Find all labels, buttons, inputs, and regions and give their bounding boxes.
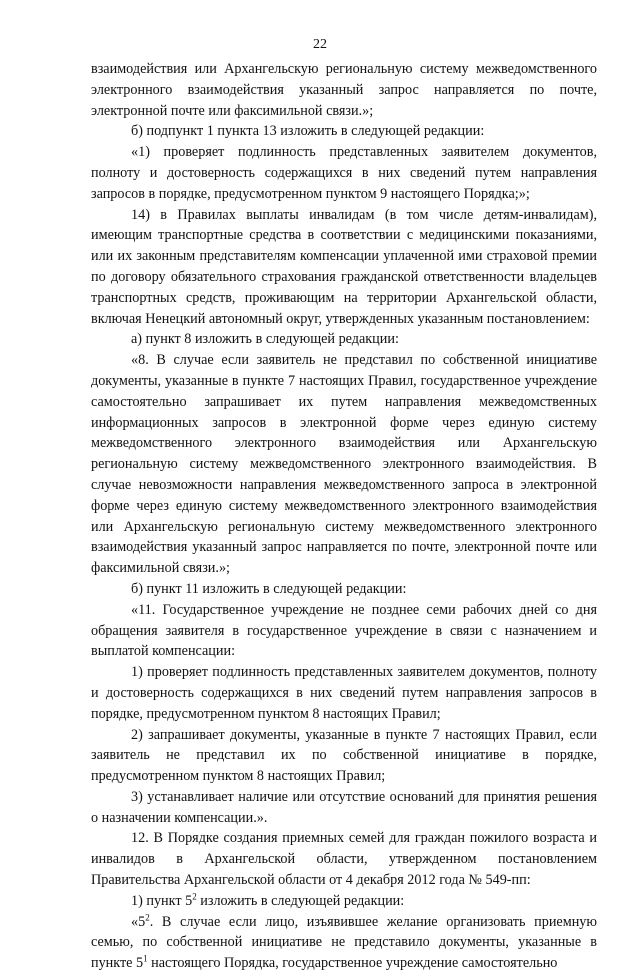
text-fragment: 1) пункт 5	[131, 892, 193, 909]
paragraph-amend-5-2	[91, 891, 597, 912]
paragraph-continuation: взаимодействия или Архангельскую региональную систему межведомственного электронного взаимодействия указанный запрос направляется по почте, электронной почте или факсимильной связи.»;	[91, 61, 597, 119]
document-body	[91, 59, 597, 974]
paragraph-quote-11-3: 3) устанавливает наличие или отсутствие оснований для принятия решения о назначении компенсации.».	[91, 788, 597, 826]
text-fragment: настоящего Порядка, государственное учреждение самостоятельно	[147, 955, 558, 972]
page-number: 22	[313, 37, 327, 52]
superscript: 1	[143, 953, 148, 964]
text-fragment: . В случае если лицо, изъявившее желание организовать приемную семью, по собственной инициативе не представило документы, указанные в пункте 5	[91, 913, 597, 972]
superscript: 2	[145, 911, 150, 922]
paragraph-quote-11: «11. Государственное учреждение не позднее семи рабочих дней со дня обращения заявителя в государственное учреждение в связи с назначением и выплатой компенсации:	[91, 601, 597, 660]
text-fragment: «5	[131, 913, 146, 930]
paragraph-quote-13-1: «1) проверяет подлинность представленных заявителем документов, полноту и достоверность содержащихся в них сведений путем направления запросов в порядке, предусмотренном пунктом 9 настоящего Порядка;»;	[91, 144, 597, 202]
paragraph-item-12: 12. В Порядке создания приемных семей для граждан пожилого возраста и инвалидов в Архангельской области, утвержденном постановлением Правительства Архангельской области от 4 декабря 2012 года № 549-пп:	[91, 830, 597, 889]
paragraph-quote-8: «8. В случае если заявитель не представил по собственной инициативе документы, указанные в пункте 7 настоящих Правил, государственное учреждение самостоятельно запрашивает их путем направления межведомственных информационных запросов в электронной форме через единую систему межведомственного электронного взаимодействия или Архангельскую региональную систему межведомственного электронного взаимодействия. В случае невозможности направления межведомственного запроса в электронной форме через единую систему межведомственного электронного взаимодействия или Архангельскую региональную систему межведомственного электронного взаимодействия указанный запрос направляется по почте, электронной почте или факсимильной связи.»;	[91, 352, 597, 577]
paragraph-quote-11-1: 1) проверяет подлинность представленных заявителем документов, полноту и достоверность содержащихся в них сведений путем направления запросов в порядке, предусмотренном пунктом 8 настоящих Правил;	[91, 664, 597, 722]
paragraph-amend-8-a: а) пункт 8 изложить в следующей редакции:	[131, 331, 399, 348]
superscript: 2	[192, 891, 197, 902]
paragraph-item-14: 14) в Правилах выплаты инвалидам (в том числе детям-инвалидам), имеющим транспортные средства в соответствии с медицинскими показаниями, или их законным представителям компенсации уплаченной ими страховой премии по договору обязательного страхования гражданской ответственности владельцев транспортных средств, проживающим на территории Архангельской области, включая Ненецкий автономный округ, утвержденных указанным постановлением:	[91, 206, 597, 327]
paragraph-quote-11-2: 2) запрашивает документы, указанные в пункте 7 настоящих Правил, если заявитель не представил их по собственной инициативе в порядке, предусмотренном пунктом 8 настоящих Правил;	[91, 726, 597, 785]
text-fragment: изложить в следующей редакции:	[196, 892, 405, 909]
paragraph-amend-11-b: б) пункт 11 изложить в следующей редакции:	[131, 580, 407, 597]
paragraph-amend-13-b: б) подпункт 1 пункта 13 изложить в следующей редакции:	[131, 123, 485, 140]
paragraph-quote-5-2	[91, 912, 597, 974]
